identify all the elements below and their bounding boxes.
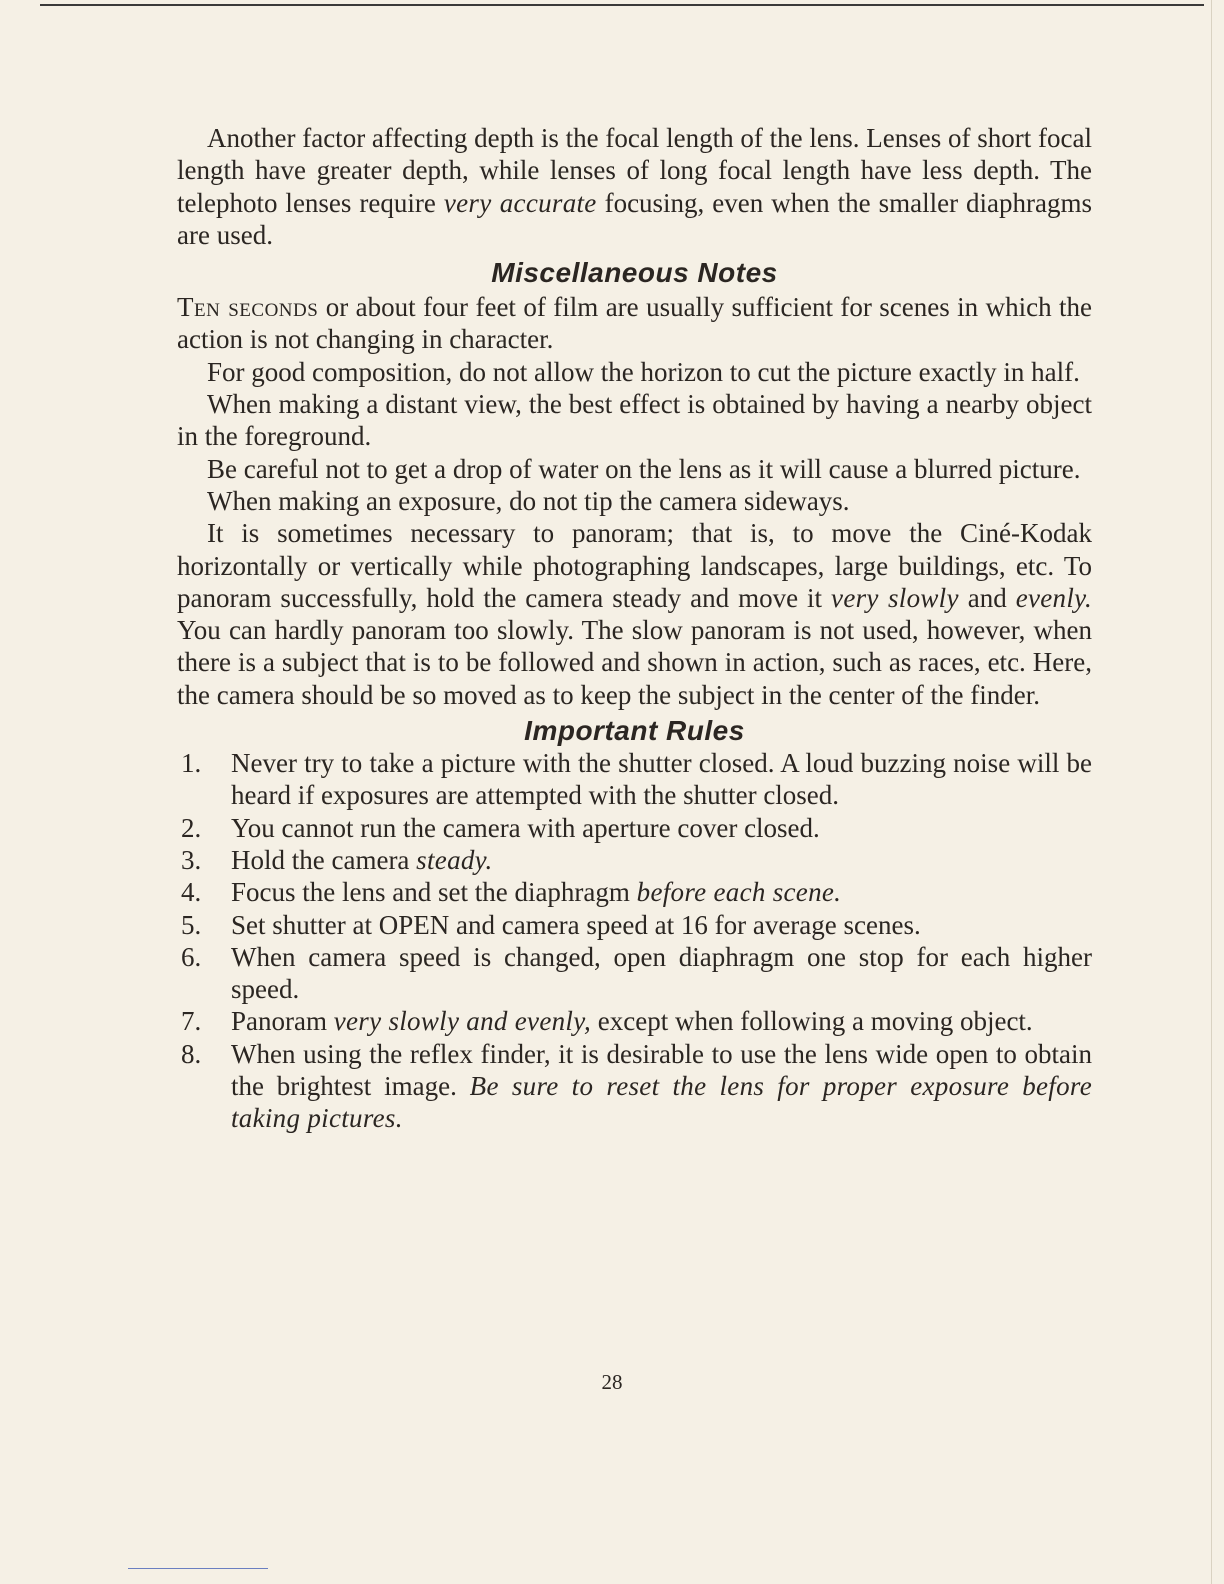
misc-paragraph-3: When making a distant view, the best effect is obtained by having a nearby object in the foreground. <box>177 389 1092 452</box>
top-edge-rule <box>40 4 1204 6</box>
small-caps-lead: Ten seconds <box>177 292 319 323</box>
misc-paragraph-1: Ten seconds or about four feet of film are usually sufficient for scenes in which the action is not changing in character. <box>177 292 1092 355</box>
rule-number: 1. <box>181 748 202 779</box>
page-content <box>177 122 1092 1135</box>
rule-item: 1. Never try to take a picture with the shutter closed. A loud buzzing noise will be heard if exposures are attempted with the shutter closed. <box>181 748 1092 811</box>
scan-edge-mark <box>128 1568 268 1569</box>
misc-paragraph-5: When making an exposure, do not tip the camera sideways. <box>207 485 850 516</box>
important-rules-heading: Important Rules <box>524 715 745 747</box>
misc-notes-heading: Miscellaneous Notes <box>491 257 778 289</box>
rule-item: 3. Hold the camera steady. <box>181 844 493 875</box>
right-page-edge <box>1211 0 1212 1584</box>
intro-emphasis: very accurate <box>443 187 597 218</box>
rule-number: 4. <box>181 877 202 908</box>
rule-item: 2. You cannot run the camera with aperture cover closed. <box>181 812 820 843</box>
rule-item: 5. Set shutter at OPEN and camera speed at 16 for average scenes. <box>181 909 921 940</box>
misc-paragraph-2: For good composition, do not allow the horizon to cut the picture exactly in half. <box>207 356 1080 387</box>
rule-item: 7. Panoram very slowly and evenly, except when following a moving object. <box>181 1006 1033 1037</box>
rule-number: 6. <box>181 941 202 972</box>
rule-number: 7. <box>181 1006 202 1037</box>
rule-number: 8. <box>181 1038 202 1069</box>
rules-list <box>177 747 1092 1135</box>
rule-item: 4. Focus the lens and set the diaphragm before each scene. <box>181 877 842 908</box>
misc-paragraph-6: It is sometimes necessary to panoram; that is, to move the Ciné-Kodak horizontally or vertically while photographing landscapes, large buildings, etc. To panoram successfully, hold the camera steady and move it very slowly and evenly. You can hardly panoram too slowly. The slow panoram is not used, however, when there is a subject that is to be followed and shown in action, such as races, etc. Here, the camera should be so moved as to keep the subject in the center of the finder. <box>177 518 1093 710</box>
misc-paragraph-4: Be careful not to get a drop of water on the lens as it will cause a blurred picture. <box>207 453 1081 484</box>
rule-number: 3. <box>181 844 202 875</box>
rule-item: 8. When using the reflex finder, it is desirable to use the lens wide open to obtain the brightest image. Be sure to reset the lens for proper exposure before taking pictures. <box>181 1038 1092 1134</box>
rule-number: 2. <box>181 812 202 843</box>
rule-item: 6. When camera speed is changed, open diaphragm one stop for each higher speed. <box>181 941 1092 1005</box>
rule-number: 5. <box>181 909 202 940</box>
page-number: 28 <box>601 1370 623 1394</box>
intro-paragraph: Another factor affecting depth is the focal length of the lens. Lenses of short focal length have greater depth, while lenses of long focal length have less depth. The telephoto lenses require very accurate focusing, even when the smaller diaphragms are used. <box>177 123 1093 250</box>
